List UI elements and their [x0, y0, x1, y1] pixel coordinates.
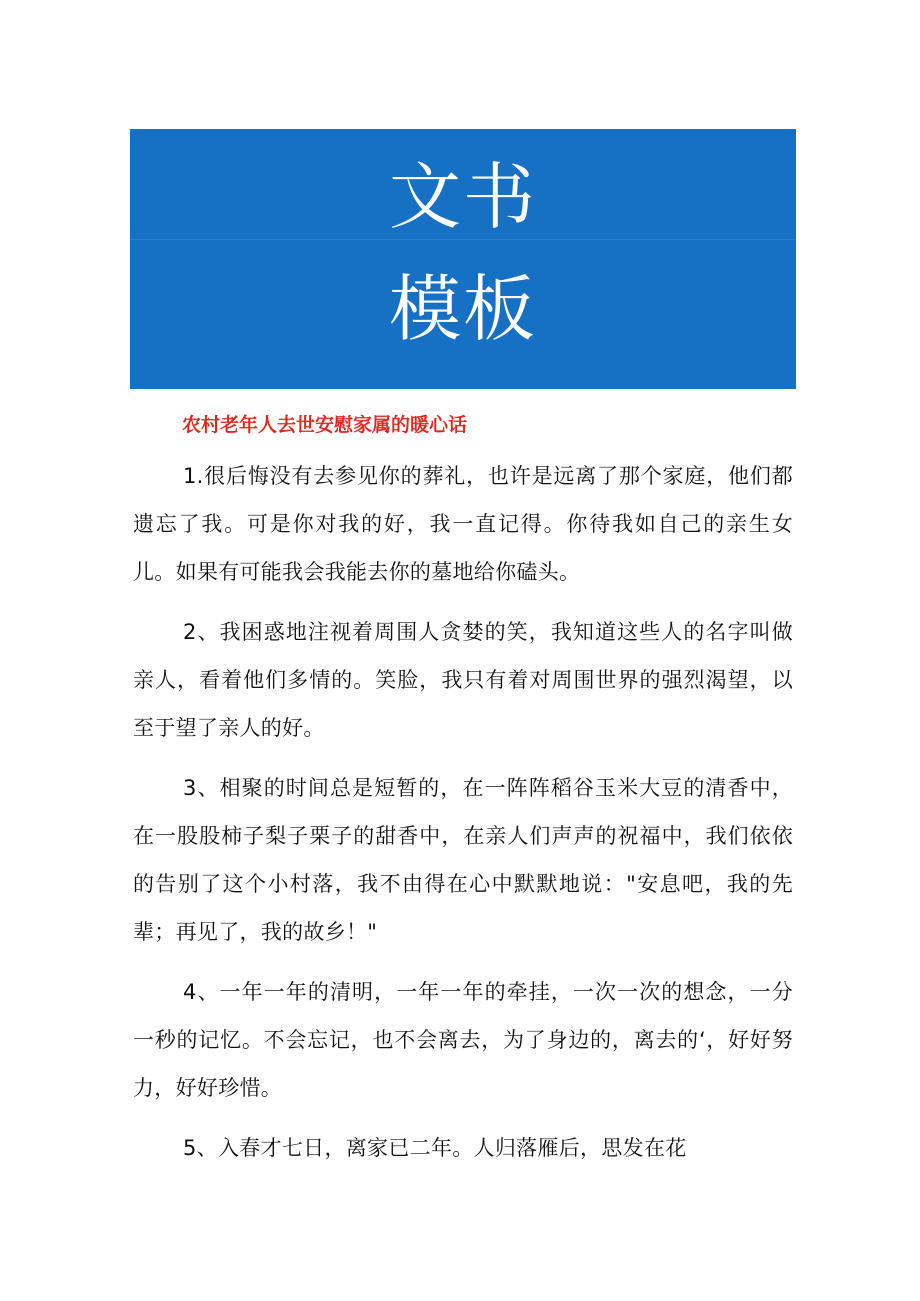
cover-banner: [130, 129, 796, 389]
paragraph-2: 2、我困惑地注视着周围人贪婪的笑，我知道这些人的名字叫做亲人，看着他们多情的。笑脸，我只有着对周围世界的强烈渴望，以至于望了亲人的好。: [133, 620, 793, 740]
paragraph-3: 3、相聚的时间总是短暂的，在一阵阵稻谷玉米大豆的清香中，在一股股柿子梨子栗子的甜香中，在亲人们声声的祝福中，我们依依的告别了这个小村落，我不由得在心中默默地说："安息吧，我的先辈；再见了，我的故乡！": [133, 776, 793, 944]
document-title: 农村老年人去世安慰家属的暖心话: [182, 414, 468, 436]
paragraph-1: 1.很后悔没有去参见你的葬礼，也许是远离了那个家庭，他们都遗忘了我。可是你对我的好，我一直记得。你待我如自己的亲生女儿。如果有可能我会我能去你的墓地给你磕头。: [133, 464, 793, 584]
document-body: [133, 452, 793, 1184]
paragraph-4: 4、一年一年的清明，一年一年的牵挂，一次一次的想念，一分一秒的记忆。不会忘记，也不会离去，为了身边的，离去的‘，好好努力，好好珍惜。: [133, 980, 793, 1100]
banner-title-line-1: 文书: [388, 155, 537, 239]
paragraph-5: 5、入春才七日，离家已二年。人归落雁后，思发在花: [183, 1136, 687, 1160]
banner-divider: [130, 239, 796, 240]
banner-title-line-2: 模板: [388, 267, 537, 351]
